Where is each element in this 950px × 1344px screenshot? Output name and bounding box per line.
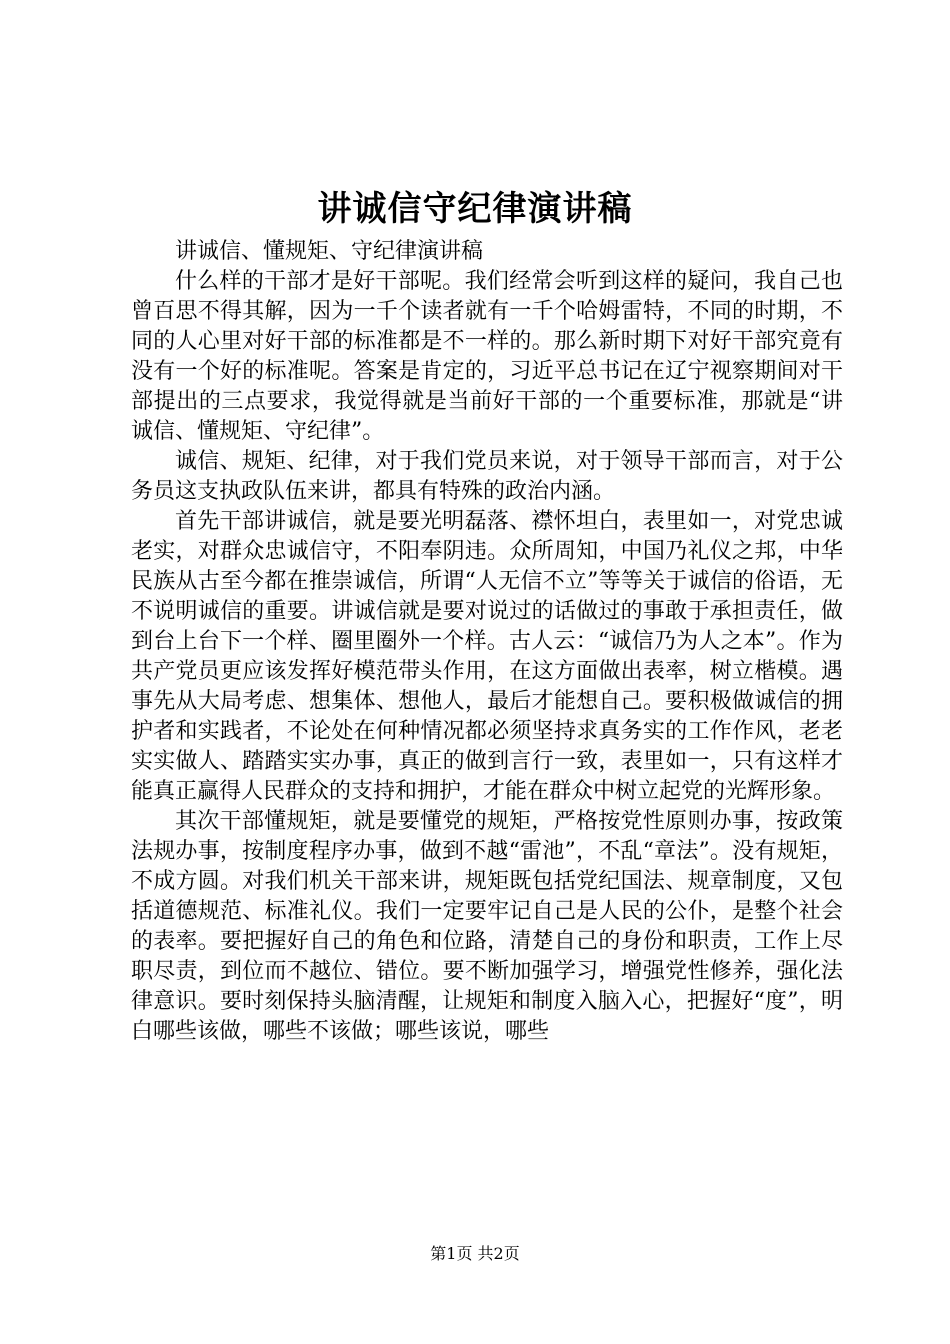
- document-title: 讲诚信守纪律演讲稿: [317, 189, 633, 229]
- paragraph: 诚信、规矩、纪律，对于我们党员来说，对于领导干部而言，对于公务员这支执政队伍来讲，都具有特殊的政治内涵。: [131, 449, 843, 504]
- page-number-footer: 第1页 共2页: [430, 1244, 520, 1263]
- paragraph: 什么样的干部才是好干部呢。我们经常会听到这样的疑问，我自己也曾百思不得其解，因为一千个读者就有一千个哈姆雷特，不同的时期，不同的人心里对好干部的标准都是不一样的。那么新时期下对好干部究竟有没有一个好的标准呢。答案是肯定的，习近平总书记在辽宁视察期间对干部提出的三点要求，我觉得就是当前好干部的一个重要标准，那就是“讲诚信、懂规矩、守纪律”。: [131, 269, 843, 444]
- paragraph: 其次干部懂规矩，就是要懂党的规矩，严格按党性原则办事，按政策法规办事，按制度程序办事，做到不越“雷池”，不乱“章法”。没有规矩，不成方圆。对我们机关干部来讲，规矩既包括党纪国法、规章制度，又包括道德规范、标准礼仪。我们一定要牢记自己是人民的公仆，是整个社会的表率。要把握好自己的角色和位路，清楚自己的身份和职责，工作上尽职尽责，到位而不越位、错位。要不断加强学习，增强党性修养，强化法律意识。要时刻保持头脑清醒，让规矩和制度入脑入心，把握好“度”，明白哪些该做，哪些不该做；哪些该说，哪些: [131, 809, 843, 1044]
- paragraph-subtitle: 讲诚信、懂规矩、守纪律演讲稿: [175, 239, 484, 264]
- document-body: [131, 237, 843, 1047]
- paragraph: 首先干部讲诚信，就是要光明磊落、襟怀坦白，表里如一，对党忠诚老实，对群众忠诚信守，不阳奉阴违。众所周知，中国乃礼仪之邦，中华民族从古至今都在推崇诚信，所谓“人无信不立”等等关于诚信的俗语，无不说明诚信的重要。讲诚信就是要对说过的话做过的事敢于承担责任，做到台上台下一个样、圈里圈外一个样。古人云：“诚信乃为人之本”。作为共产党员更应该发挥好模范带头作用，在这方面做出表率，树立楷模。遇事先从大局考虑、想集体、想他人，最后才能想自己。要积极做诚信的拥护者和实践者，不论处在何种情况都必须坚持求真务实的工作作风，老老实实做人、踏踏实实办事，真正的做到言行一致，表里如一，只有这样才能真正赢得人民群众的支持和拥护，才能在群众中树立起党的光辉形象。: [131, 509, 843, 804]
